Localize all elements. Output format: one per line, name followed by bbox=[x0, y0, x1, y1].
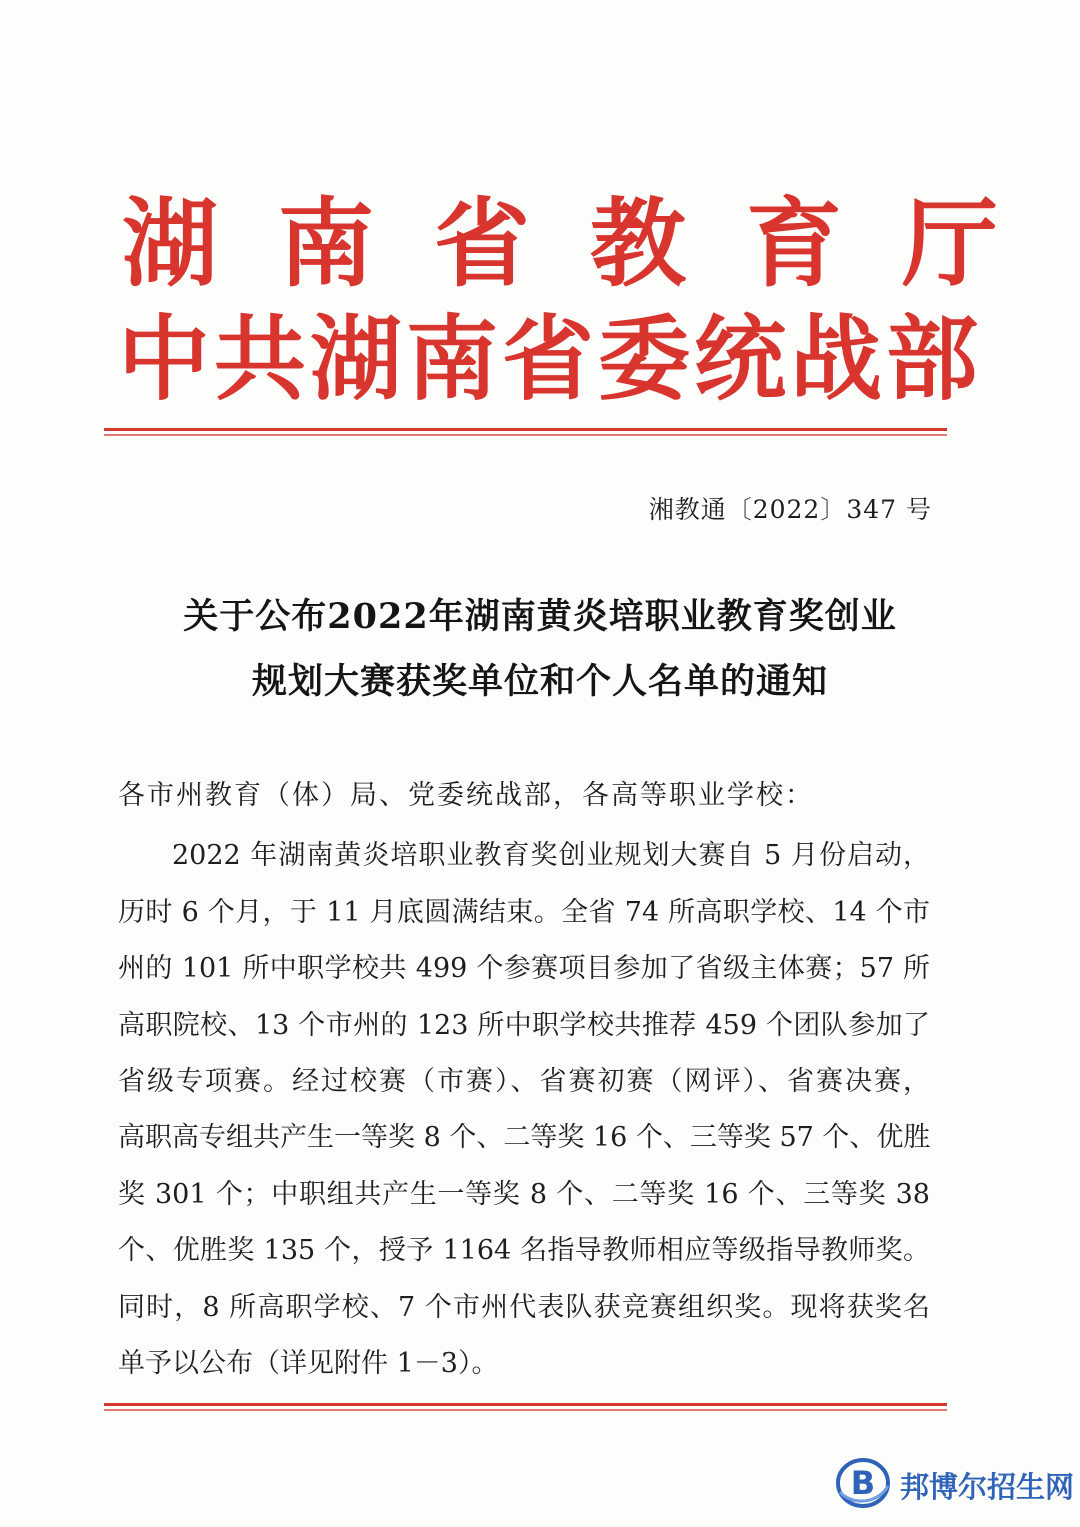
body-line-8: 个、优胜奖 135 个，授予 1164 名指导教师相应等级指导教师奖。 bbox=[118, 1235, 930, 1266]
notice-title-line-1: 关于公布2022年湖南黄炎培职业教育奖创业 bbox=[183, 596, 897, 637]
body-line-5: 省级专项赛。经过校赛（市赛）、省赛初赛（网评）、省赛决赛， bbox=[118, 1066, 930, 1097]
notice-title-line-2: 规划大赛获奖单位和个人名单的通知 bbox=[251, 661, 828, 702]
body-line-3: 州的 101 所中职学校共 499 个参赛项目参加了省级主体赛；57 所 bbox=[118, 953, 930, 984]
letterhead-line-1: 湖南省教育厅 bbox=[122, 188, 1058, 300]
body-line-2: 历时 6 个月，于 11 月底圆满结束。全省 74 所高职学校、14 个市 bbox=[118, 897, 930, 928]
body-line-4: 高职院校、13 个市州的 123 所中职学校共推荐 459 个团队参加了 bbox=[118, 1010, 930, 1041]
watermark-text: 邦博尔招生网 bbox=[900, 1470, 1075, 1504]
red-divider-top bbox=[104, 428, 947, 431]
salutation: 各市州教育（体）局、党委统战部，各高等职业学校： bbox=[118, 780, 814, 811]
body-line-7: 奖 301 个；中职组共产生一等奖 8 个、二等奖 16 个、三等奖 38 bbox=[118, 1179, 930, 1210]
red-divider-bottom bbox=[104, 1403, 947, 1406]
body-line-1: 2022 年湖南黄炎培职业教育奖创业规划大赛自 5 月份启动， bbox=[172, 840, 930, 871]
body-line-6: 高职高专组共产生一等奖 8 个、二等奖 16 个、三等奖 57 个、优胜 bbox=[118, 1122, 931, 1153]
watermark bbox=[836, 1456, 1075, 1510]
svg-text:B: B bbox=[850, 1464, 876, 1502]
body-line-9: 同时，8 所高职学校、7 个市州代表队获竞赛组织奖。现将获奖名 bbox=[118, 1292, 930, 1323]
b-logo-icon bbox=[836, 1456, 890, 1510]
document-number: 湘教通〔2022〕347 号 bbox=[648, 495, 932, 524]
body-line-10: 单予以公布（详见附件 1－3）。 bbox=[118, 1348, 499, 1379]
letterhead-line-2: 中共湖南省委统战部 bbox=[118, 306, 983, 413]
